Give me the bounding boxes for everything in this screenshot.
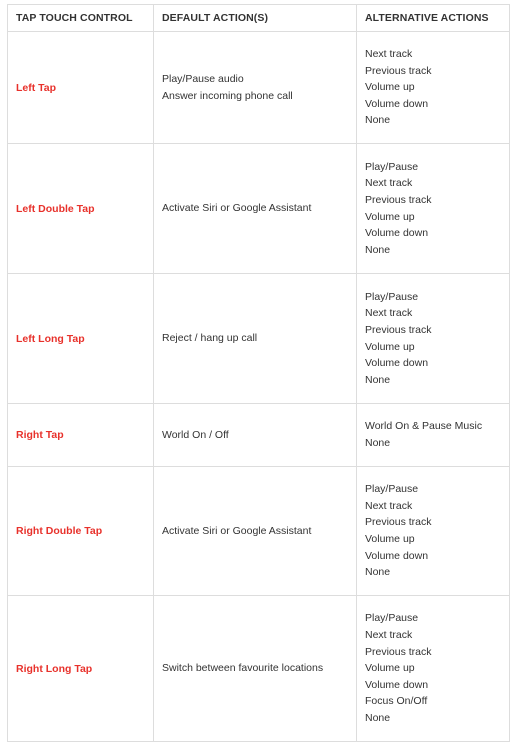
control-name: Left Double Tap <box>8 144 154 274</box>
table-row <box>8 144 510 274</box>
control-name: Right Tap <box>8 404 154 467</box>
alternative-action: None <box>365 373 391 386</box>
default-action: Switch between favourite locations <box>162 662 324 675</box>
alternative-action: Play/Pause <box>365 290 419 303</box>
alternative-actions-cell <box>357 32 510 144</box>
header-tap-touch-control: TAP TOUCH CONTROL <box>8 5 154 32</box>
control-name: Right Long Tap <box>8 596 154 742</box>
alternative-action: Volume up <box>365 81 415 94</box>
table-header <box>8 5 510 32</box>
table-row <box>8 32 510 144</box>
alternative-action: Next track <box>365 307 413 320</box>
alternative-action: None <box>365 243 391 256</box>
control-name: Left Tap <box>8 32 154 144</box>
default-action: World On / Off <box>162 428 229 441</box>
alternative-action: Volume down <box>365 678 429 691</box>
default-actions-cell <box>154 144 357 274</box>
alternative-action: Next track <box>365 499 413 512</box>
default-action: Activate Siri or Google Assistant <box>162 202 312 215</box>
alternative-action: Volume up <box>365 340 415 353</box>
alternative-action: World On & Pause Music <box>365 420 483 433</box>
alternative-action: Previous track <box>365 64 432 77</box>
table-row <box>8 596 510 742</box>
alternative-action: None <box>365 711 391 724</box>
alternative-action: None <box>365 114 391 127</box>
table-row <box>8 404 510 467</box>
alternative-action: Volume down <box>365 357 429 370</box>
alternative-action: Play/Pause <box>365 160 419 173</box>
alternative-action: Previous track <box>365 516 432 529</box>
table-row <box>8 467 510 596</box>
alternative-action: Volume down <box>365 97 429 110</box>
alternative-action: Focus On/Off <box>365 695 428 708</box>
default-actions-cell <box>154 404 357 467</box>
header-default-actions: DEFAULT ACTION(S) <box>154 5 357 32</box>
alternative-actions-cell <box>357 274 510 404</box>
control-name: Left Long Tap <box>8 274 154 404</box>
alternative-action: Volume up <box>365 533 415 545</box>
alternative-action: Play/Pause <box>365 612 419 625</box>
table-row <box>8 274 510 404</box>
alternative-action: Volume down <box>365 549 429 562</box>
alternative-action: Volume up <box>365 662 415 675</box>
alternative-action: Previous track <box>365 323 432 336</box>
alternative-actions-cell <box>357 467 510 596</box>
default-action: Answer incoming phone call <box>162 89 293 102</box>
control-name: Right Double Tap <box>8 467 154 596</box>
alternative-action: Volume down <box>365 227 429 240</box>
alternative-action: Play/Pause <box>365 483 419 496</box>
alternative-actions-cell <box>357 404 510 467</box>
default-actions-cell <box>154 467 357 596</box>
default-actions-cell <box>154 32 357 144</box>
alternative-action: Previous track <box>365 193 432 206</box>
header-alternative-actions: ALTERNATIVE ACTIONS <box>357 5 510 32</box>
header-row <box>8 5 510 32</box>
alternative-action: None <box>365 566 391 579</box>
alternative-action: Next track <box>365 177 413 190</box>
alternative-action: Previous track <box>365 645 432 658</box>
alternative-actions-cell <box>357 596 510 742</box>
alternative-actions-cell <box>357 144 510 274</box>
default-action: Activate Siri or Google Assistant <box>162 524 312 537</box>
alternative-action: None <box>365 437 391 449</box>
alternative-action: Next track <box>365 48 413 61</box>
default-actions-cell <box>154 596 357 742</box>
default-action: Reject / hang up call <box>162 332 258 345</box>
default-action: Play/Pause audio <box>162 72 244 85</box>
tap-controls-table <box>7 4 510 742</box>
alternative-action: Next track <box>365 629 413 642</box>
default-actions-cell <box>154 274 357 404</box>
table-body <box>8 32 510 742</box>
alternative-action: Volume up <box>365 210 415 223</box>
